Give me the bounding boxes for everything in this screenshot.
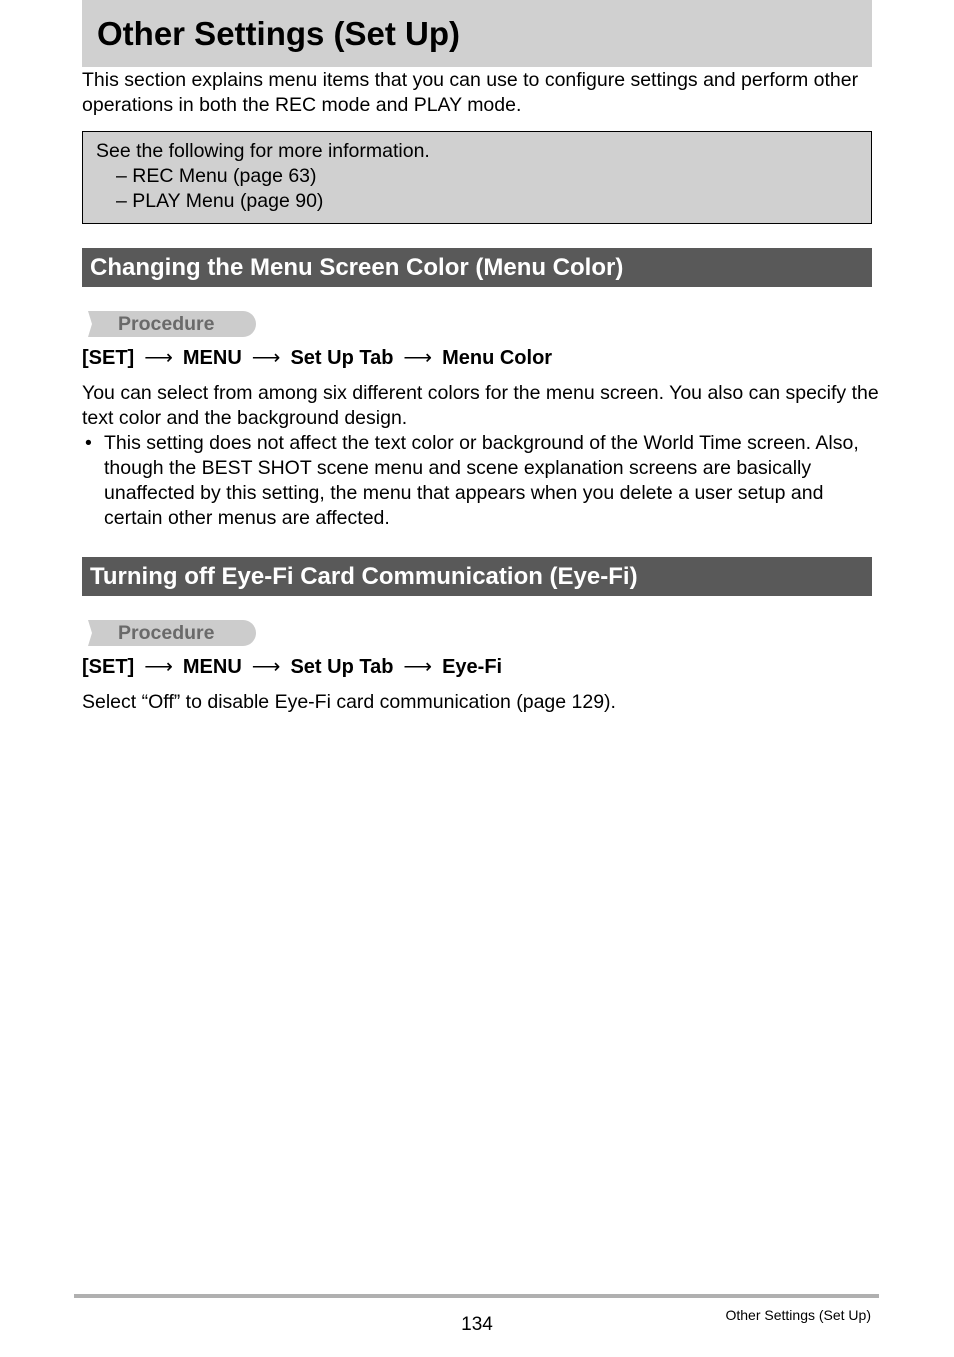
path-set: [SET] — [82, 347, 135, 369]
procedure-label: Procedure — [118, 622, 215, 644]
menu-path — [82, 654, 502, 680]
section-body: You can select from among six different colors for the menu screen. You also can specify the text color and the background design. — [82, 382, 879, 429]
right-arrow-icon: ⟶ — [403, 656, 433, 678]
right-arrow-icon: ⟶ — [144, 347, 173, 369]
menu-path — [82, 345, 552, 371]
path-set: [SET] — [82, 656, 135, 678]
procedure-chevron-icon — [82, 311, 92, 337]
info-link-rec-menu[interactable]: – REC Menu (page 63) — [116, 165, 317, 187]
path-menu-color: Menu Color — [442, 347, 553, 369]
footer-section-title: Other Settings (Set Up) — [725, 1307, 871, 1323]
procedure-badge — [82, 311, 256, 337]
bullet-item — [82, 431, 882, 531]
path-set-up-tab: Set Up Tab — [290, 347, 394, 369]
procedure-label: Procedure — [118, 313, 215, 335]
info-box-heading: See the following for more information. — [96, 140, 430, 162]
page-number: 134 — [461, 1314, 493, 1335]
right-arrow-icon: ⟶ — [251, 656, 281, 678]
procedure-badge — [82, 620, 256, 646]
path-eye-fi: Eye-Fi — [442, 656, 503, 678]
bullet-text: This setting does not affect the text color or background of the World Time screen. Also, though the BEST SHOT scene menu and scene explanation screens are basically unaffected by this setting, the menu that appears when you delete a user setup and certain other menus are affected. — [104, 432, 859, 529]
page-title: Other Settings (Set Up) — [82, 0, 872, 67]
intro-text: This section explains menu items that you can use to configure settings and perform other operations in both the REC mode and PLAY mode. — [82, 69, 859, 116]
right-arrow-icon: ⟶ — [144, 656, 173, 678]
section-heading-eye-fi: Turning off Eye-Fi Card Communication (Eye-Fi) — [82, 557, 872, 596]
path-menu: MENU — [182, 656, 242, 678]
section-body: Select “Off” to disable Eye-Fi card communication (page 129). — [82, 691, 616, 713]
right-arrow-icon: ⟶ — [403, 347, 433, 369]
info-box — [82, 131, 872, 224]
path-set-up-tab: Set Up Tab — [290, 656, 394, 678]
section-heading-menu-color: Changing the Menu Screen Color (Menu Color) — [82, 248, 872, 287]
info-link-play-menu[interactable]: – PLAY Menu (page 90) — [116, 190, 324, 212]
path-menu: MENU — [182, 347, 242, 369]
right-arrow-icon: ⟶ — [251, 347, 281, 369]
procedure-chevron-icon — [82, 620, 92, 646]
bullet-dot-icon: • — [85, 432, 92, 454]
footer-divider — [74, 1294, 879, 1298]
